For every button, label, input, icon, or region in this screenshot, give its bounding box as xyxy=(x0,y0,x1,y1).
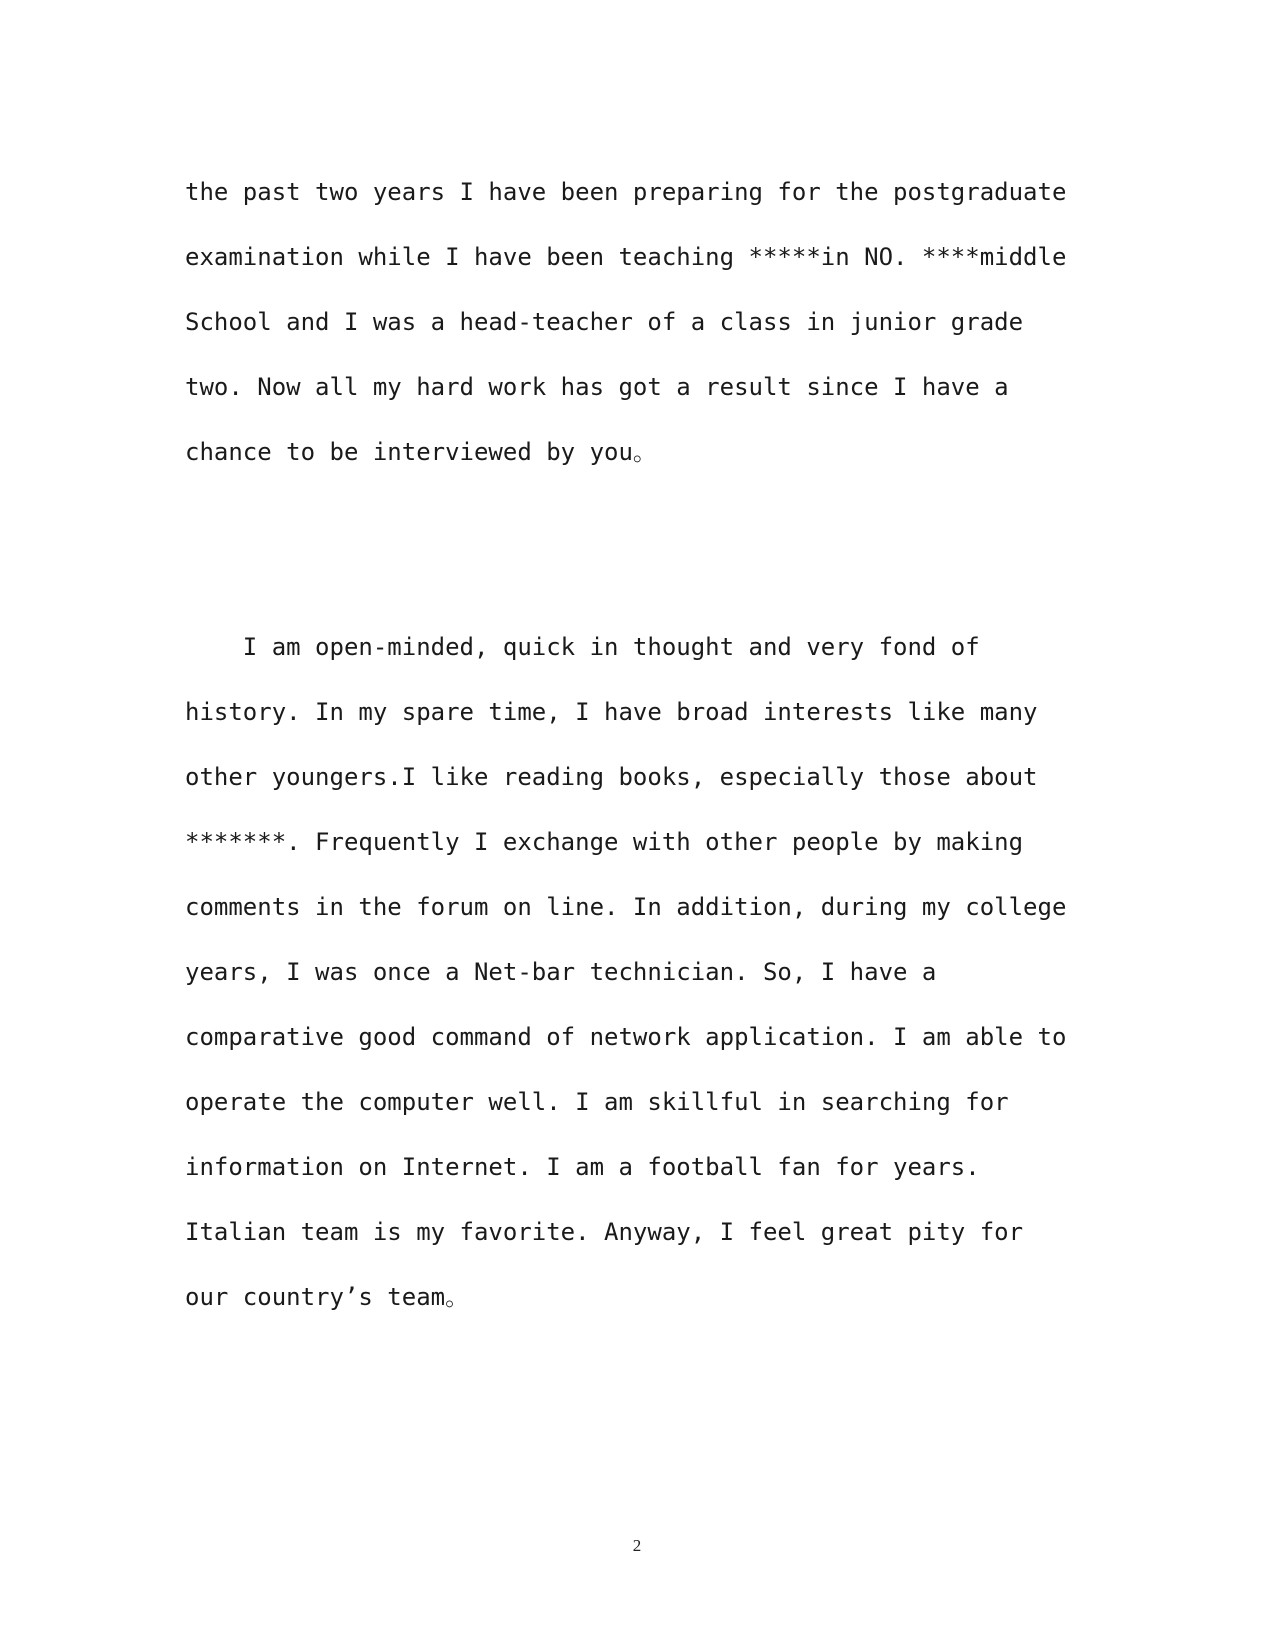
text-line: examination while I have been teaching *****in NO. ****middle xyxy=(185,243,1067,271)
page-number: 2 xyxy=(632,1536,642,1555)
text-line: comparative good command of network application. I am able to xyxy=(185,1023,1067,1051)
text-line: chance to be interviewed by you。 xyxy=(185,438,657,466)
text-line: two. Now all my hard work has got a result since I have a xyxy=(185,373,1009,401)
text-line: Italian team is my favorite. Anyway, I feel great pity for xyxy=(185,1218,1024,1246)
text-line: other youngers.I like reading books, especially those about xyxy=(185,763,1038,791)
text-line: history. In my spare time, I have broad interests like many xyxy=(185,698,1038,726)
text-line: I am open-minded, quick in thought and very fond of xyxy=(185,633,980,661)
text-line: *******. Frequently I exchange with other people by making xyxy=(185,828,1024,856)
paragraph-1 xyxy=(185,160,1085,485)
text-line: information on Internet. I am a football fan for years. xyxy=(185,1153,980,1181)
text-line: years, I was once a Net-bar technician. So, I have a xyxy=(185,958,937,986)
text-line: our country’s team。 xyxy=(185,1283,470,1311)
text-line: the past two years I have been preparing for the postgraduate xyxy=(185,178,1067,206)
paragraph-2 xyxy=(185,615,1085,1330)
text-line: operate the computer well. I am skillful in searching for xyxy=(185,1088,1009,1116)
text-line: School and I was a head-teacher of a class in junior grade xyxy=(185,308,1024,336)
text-line: comments in the forum on line. In addition, during my college xyxy=(185,893,1067,921)
